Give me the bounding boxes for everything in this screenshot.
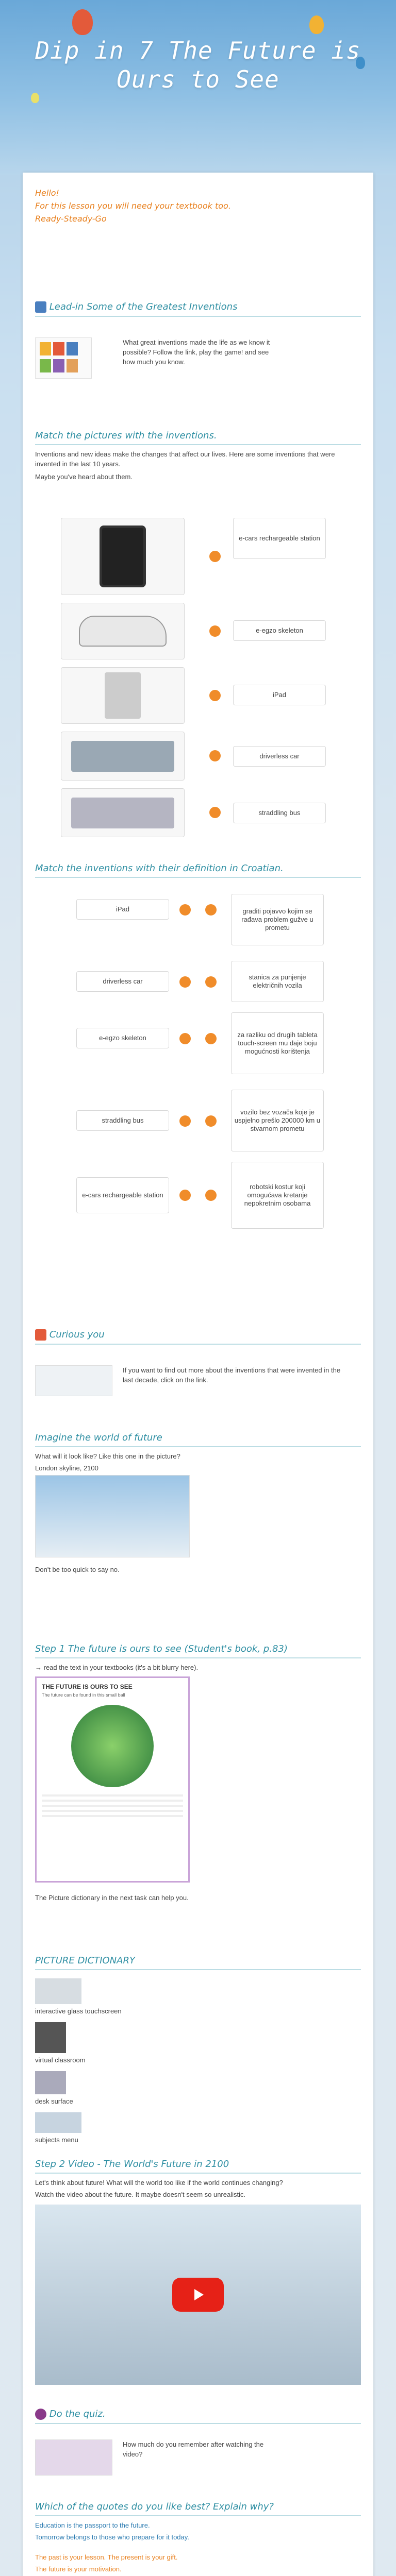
match-handle[interactable] bbox=[209, 750, 221, 761]
imagine-question: What will it look like? Like this one in the picture? bbox=[35, 1452, 180, 1460]
balloon-icon bbox=[31, 93, 39, 103]
quotes-heading: Which of the quotes do you like best? Explain why? bbox=[35, 2501, 361, 2516]
definition-matching bbox=[35, 894, 361, 1255]
intro-hello: Hello! bbox=[35, 188, 59, 198]
def-right-1[interactable]: graditi pojavvo kojim se rađava problem gužve u prometu bbox=[231, 894, 324, 945]
label-straddling[interactable]: straddling bus bbox=[233, 803, 326, 823]
book-title: THE FUTURE IS OURS TO SEE bbox=[42, 1683, 133, 1690]
match-row-3[interactable] bbox=[35, 667, 361, 724]
straddling-bus-image bbox=[61, 788, 185, 837]
step1-heading: Step 1 The future is ours to see (Student's book, p.83) bbox=[35, 1643, 361, 1658]
touchscreen-image bbox=[35, 1978, 81, 2004]
dictionary-section bbox=[35, 1955, 361, 2145]
def-right-2[interactable]: stanica za punjenje električnih vozila bbox=[231, 961, 324, 1002]
inventions-game-thumbnail[interactable] bbox=[35, 337, 92, 379]
label-egzo[interactable]: e-egzo skeleton bbox=[233, 620, 326, 641]
match-handle[interactable] bbox=[209, 551, 221, 562]
match-row-2[interactable] bbox=[35, 603, 361, 659]
driverless-car-image bbox=[61, 603, 185, 659]
inventions-link-thumbnail[interactable] bbox=[35, 1365, 112, 1396]
match-handle[interactable] bbox=[179, 1115, 191, 1127]
def-left-2[interactable]: driverless car bbox=[76, 971, 169, 992]
def-right-4[interactable]: vozilo bez vozača koje je uspjelno prešlo 200000 km u stvarnom prometu bbox=[231, 1090, 324, 1151]
globe-icon bbox=[71, 1705, 154, 1787]
textbook-page-image bbox=[35, 1676, 190, 1883]
play-icon bbox=[190, 2287, 206, 2302]
match-pictures-heading: Match the pictures with the inventions. bbox=[35, 430, 361, 445]
match-handle[interactable] bbox=[179, 976, 191, 988]
intro-line2: Ready-Steady-Go bbox=[35, 214, 107, 224]
quiz-heading: Do the quiz. bbox=[35, 2409, 361, 2424]
balloon-icon bbox=[72, 9, 93, 35]
intro-line1: For this lesson you will need your textbook too. bbox=[35, 201, 231, 211]
label-ipad[interactable]: iPad bbox=[233, 685, 326, 705]
quote-4: The future is your motivation. bbox=[35, 2565, 122, 2573]
imagine-note: Don't be too quick to say no. bbox=[35, 1566, 120, 1573]
step1-section bbox=[35, 1643, 361, 1903]
match-handle[interactable] bbox=[209, 625, 221, 637]
imagine-caption: London skyline, 2100 bbox=[35, 1464, 98, 1472]
subjects-menu-image bbox=[35, 2112, 81, 2133]
step1-instruction: → read the text in your textbooks (it's a bit blurry here). bbox=[35, 1664, 199, 1671]
def-right-5[interactable]: robotski kostur koji omogućava kretanje nepokretnim osobama bbox=[231, 1162, 324, 1229]
exclamation-icon bbox=[35, 1329, 46, 1341]
step2-text2: Watch the video about the future. It maybe doesn't seem so unrealistic. bbox=[35, 2191, 246, 2198]
match-pictures-maybe: Maybe you've heard about them. bbox=[35, 473, 133, 481]
def-left-3[interactable]: e-egzo skeleton bbox=[76, 1028, 169, 1048]
dict-item-4: subjects menu bbox=[35, 2136, 78, 2144]
def-left-1[interactable]: iPad bbox=[76, 899, 169, 920]
quote-2: Tomorrow belongs to those who prepare for it today. bbox=[35, 2533, 189, 2541]
quiz-thumbnail[interactable] bbox=[35, 2439, 112, 2476]
balloon-icon bbox=[309, 15, 324, 34]
virtual-classroom-image bbox=[35, 2022, 66, 2053]
match-handle[interactable] bbox=[205, 904, 217, 916]
label-ecars[interactable]: e-cars rechargeable station bbox=[233, 518, 326, 559]
curious-section bbox=[35, 1329, 361, 1401]
match-handle[interactable] bbox=[205, 1190, 217, 1201]
lead-in-heading: Lead-in Some of the Greatest Inventions bbox=[35, 301, 361, 317]
dictionary-heading: PICTURE DICTIONARY bbox=[35, 1955, 361, 1970]
imagine-section bbox=[35, 1432, 361, 1574]
match-definitions-section bbox=[35, 863, 361, 878]
match-handle[interactable] bbox=[205, 976, 217, 988]
intro bbox=[35, 188, 361, 224]
dict-item-3: desk surface bbox=[35, 2097, 73, 2105]
desk-surface-image bbox=[35, 2071, 66, 2094]
match-handle[interactable] bbox=[179, 1190, 191, 1201]
match-handle[interactable] bbox=[205, 1033, 217, 1044]
quiz-text: How much do you remember after watching the video? bbox=[123, 2441, 264, 2458]
page-title: Dip in 7 The Future is Ours to See bbox=[35, 37, 361, 93]
step2-section bbox=[35, 2159, 361, 2385]
video-player[interactable] bbox=[35, 2205, 361, 2385]
curious-text: If you want to find out more about the inventions that were invented in the last decade, click on the link. bbox=[123, 1366, 341, 1384]
lead-in-section bbox=[35, 301, 361, 384]
def-right-3[interactable]: za razliku od drugih tableta touch-screen mu daje boju mogućnosti korištenja bbox=[231, 1012, 324, 1074]
match-handle[interactable] bbox=[205, 1115, 217, 1127]
curious-heading: Curious you bbox=[35, 1329, 361, 1345]
step2-text1: Let's think about future! What will the world too like if the world continues changing? bbox=[35, 2179, 283, 2187]
match-pictures-intro: Inventions and new ideas make the changes that affect our lives. Here are some inventions that were invented in the last 10 years. bbox=[35, 450, 335, 468]
match-handle[interactable] bbox=[179, 1033, 191, 1044]
quote-3: The past is your lesson. The present is your gift. bbox=[35, 2553, 178, 2561]
match-row-4[interactable] bbox=[35, 732, 361, 781]
london-skyline-image bbox=[35, 1475, 190, 1557]
exoskeleton-image bbox=[61, 667, 185, 724]
label-driverless[interactable]: driverless car bbox=[233, 746, 326, 767]
step1-after: The Picture dictionary in the next task can help you. bbox=[35, 1894, 189, 1902]
match-handle[interactable] bbox=[209, 807, 221, 818]
quote-1: Education is the passport to the future. bbox=[35, 2521, 150, 2529]
hero-banner bbox=[0, 0, 396, 175]
match-row-5[interactable] bbox=[35, 788, 361, 837]
match-pictures-section bbox=[35, 430, 361, 482]
quiz-section bbox=[35, 2409, 361, 2481]
charging-station-image bbox=[61, 732, 185, 781]
match-definitions-heading: Match the inventions with their definition in Croatian. bbox=[35, 863, 361, 878]
lightbulb-icon bbox=[35, 301, 46, 313]
play-button[interactable] bbox=[172, 2278, 224, 2312]
match-handle[interactable] bbox=[179, 904, 191, 916]
book-subtitle: The future can be found in this small ball bbox=[42, 1692, 125, 1698]
step2-heading: Step 2 Video - The World's Future in 2100 bbox=[35, 2159, 361, 2174]
quotes-section bbox=[35, 2501, 361, 2576]
match-handle[interactable] bbox=[209, 690, 221, 701]
def-left-4[interactable]: straddling bus bbox=[76, 1110, 169, 1131]
question-icon bbox=[35, 2409, 46, 2420]
lesson-card bbox=[23, 173, 373, 2576]
lead-in-text: What great inventions made the life as we know it possible? Follow the link, play the game! and see how much you know. bbox=[123, 338, 270, 366]
ipad-image bbox=[61, 518, 185, 595]
imagine-heading: Imagine the world of future bbox=[35, 1432, 361, 1447]
dict-item-2: virtual classroom bbox=[35, 2056, 86, 2064]
match-row-1[interactable] bbox=[35, 518, 361, 595]
dict-item-1: interactive glass touchscreen bbox=[35, 2007, 122, 2015]
def-left-5[interactable]: e-cars rechargeable station bbox=[76, 1177, 169, 1213]
